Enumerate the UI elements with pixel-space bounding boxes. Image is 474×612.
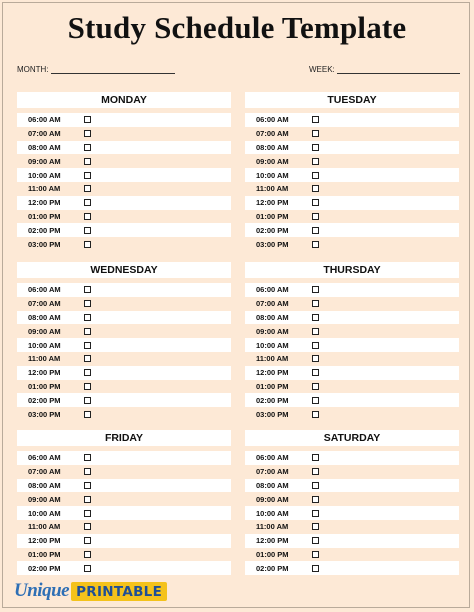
checkbox-icon[interactable] (84, 369, 91, 376)
time-label: 08:00 AM (256, 312, 289, 322)
time-slot-row (17, 168, 231, 182)
time-label: 07:00 AM (28, 467, 61, 477)
checkbox-icon[interactable] (312, 241, 319, 248)
page-title: Study Schedule Template (67, 10, 407, 45)
week-field (309, 64, 460, 74)
time-label: 02:00 PM (256, 395, 289, 405)
checkbox-icon[interactable] (84, 158, 91, 165)
time-slot-row (17, 352, 231, 366)
time-slot-row (17, 210, 231, 224)
checkbox-icon[interactable] (312, 397, 319, 404)
time-label: 07:00 AM (28, 299, 61, 309)
time-slot-row (17, 324, 231, 338)
time-label: 10:00 AM (256, 340, 289, 350)
time-label: 06:00 AM (256, 453, 289, 463)
time-label: 11:00 AM (256, 354, 289, 364)
checkbox-icon[interactable] (84, 551, 91, 558)
time-label: 11:00 AM (28, 354, 61, 364)
time-label: 12:00 PM (256, 536, 289, 546)
checkbox-icon[interactable] (84, 355, 91, 362)
checkbox-icon[interactable] (312, 369, 319, 376)
time-label: 10:00 AM (28, 340, 61, 350)
time-slot-row (245, 393, 459, 407)
time-label: 07:00 AM (256, 129, 289, 139)
checkbox-icon[interactable] (312, 144, 319, 151)
time-label: 01:00 PM (256, 211, 289, 221)
time-slot-row (17, 492, 231, 506)
checkbox-icon[interactable] (312, 172, 319, 179)
time-slot-row (245, 352, 459, 366)
week-input-line[interactable] (337, 64, 460, 74)
time-slot-row (17, 141, 231, 155)
time-label: 09:00 AM (28, 156, 61, 166)
time-slot-row (245, 548, 459, 562)
time-slot-row (245, 141, 459, 155)
day-block-wednesday (17, 262, 231, 421)
time-slot-row (17, 283, 231, 297)
time-label: 09:00 AM (256, 156, 289, 166)
checkbox-icon[interactable] (312, 565, 319, 572)
time-label: 10:00 AM (28, 170, 61, 180)
time-label: 03:00 PM (28, 409, 61, 419)
checkbox-icon[interactable] (84, 185, 91, 192)
checkbox-icon[interactable] (84, 328, 91, 335)
time-label: 09:00 AM (256, 326, 289, 336)
checkbox-icon[interactable] (84, 172, 91, 179)
time-slot-row (17, 380, 231, 394)
time-label: 12:00 PM (256, 198, 289, 208)
time-label: 08:00 AM (28, 480, 61, 490)
checkbox-icon[interactable] (312, 355, 319, 362)
time-slot-row (17, 393, 231, 407)
checkbox-icon[interactable] (84, 565, 91, 572)
time-label: 01:00 PM (28, 549, 61, 559)
checkbox-icon[interactable] (84, 383, 91, 390)
time-slot-row (245, 297, 459, 311)
time-slot-row (17, 297, 231, 311)
checkbox-icon[interactable] (312, 482, 319, 489)
day-header: SATURDAY (245, 430, 459, 446)
checkbox-icon[interactable] (312, 523, 319, 530)
time-slot-row (17, 366, 231, 380)
checkbox-icon[interactable] (312, 199, 319, 206)
checkbox-icon[interactable] (84, 300, 91, 307)
checkbox-icon[interactable] (312, 454, 319, 461)
checkbox-icon[interactable] (84, 342, 91, 349)
checkbox-icon[interactable] (84, 537, 91, 544)
checkbox-icon[interactable] (312, 116, 319, 123)
time-slot-row (245, 407, 459, 421)
time-slot-row (17, 534, 231, 548)
checkbox-icon[interactable] (84, 523, 91, 530)
time-label: 11:00 AM (28, 522, 61, 532)
time-slot-row (17, 311, 231, 325)
time-label: 11:00 AM (28, 184, 61, 194)
time-slot-row (17, 237, 231, 251)
time-slot-row (17, 196, 231, 210)
time-label: 01:00 PM (256, 549, 289, 559)
time-label: 10:00 AM (256, 508, 289, 518)
checkbox-icon[interactable] (312, 158, 319, 165)
time-label: 09:00 AM (28, 494, 61, 504)
checkbox-icon[interactable] (84, 496, 91, 503)
time-slot-row (17, 465, 231, 479)
time-slot-row (245, 237, 459, 251)
time-slot-row (17, 338, 231, 352)
time-label: 09:00 AM (256, 494, 289, 504)
checkbox-icon[interactable] (84, 199, 91, 206)
time-label: 02:00 PM (28, 395, 61, 405)
time-label: 02:00 PM (256, 225, 289, 235)
time-label: 07:00 AM (256, 299, 289, 309)
day-header: MONDAY (17, 92, 231, 108)
time-label: 12:00 PM (28, 536, 61, 546)
checkbox-icon[interactable] (312, 342, 319, 349)
time-slot-row (17, 154, 231, 168)
checkbox-icon[interactable] (312, 185, 319, 192)
checkbox-icon[interactable] (84, 227, 91, 234)
time-slot-row (245, 506, 459, 520)
checkbox-icon[interactable] (84, 397, 91, 404)
checkbox-icon[interactable] (84, 482, 91, 489)
day-header: WEDNESDAY (17, 262, 231, 278)
time-label: 08:00 AM (28, 142, 61, 152)
time-slot-row (17, 548, 231, 562)
time-slot-row (245, 561, 459, 575)
checkbox-icon[interactable] (312, 286, 319, 293)
time-slot-row (245, 465, 459, 479)
checkbox-icon[interactable] (312, 213, 319, 220)
time-slot-row (245, 182, 459, 196)
time-slot-row (17, 451, 231, 465)
time-slot-row (17, 479, 231, 493)
checkbox-icon[interactable] (84, 116, 91, 123)
week-label: WEEK: (309, 65, 335, 74)
time-label: 08:00 AM (256, 480, 289, 490)
time-label: 06:00 AM (28, 453, 61, 463)
checkbox-icon[interactable] (84, 144, 91, 151)
day-block-monday (17, 92, 231, 251)
checkbox-icon[interactable] (312, 328, 319, 335)
time-label: 07:00 AM (256, 467, 289, 477)
time-slot-row (245, 479, 459, 493)
time-slot-row (245, 283, 459, 297)
day-header: FRIDAY (17, 430, 231, 446)
time-label: 12:00 PM (28, 368, 61, 378)
day-block-tuesday (245, 92, 459, 251)
time-label: 10:00 AM (256, 170, 289, 180)
checkbox-icon[interactable] (312, 130, 319, 137)
time-slot-row (245, 127, 459, 141)
time-slot-row (245, 451, 459, 465)
checkbox-icon[interactable] (312, 537, 319, 544)
time-label: 01:00 PM (28, 381, 61, 391)
time-slot-row (245, 534, 459, 548)
time-label: 10:00 AM (28, 508, 61, 518)
time-slot-row (245, 338, 459, 352)
day-block-saturday (245, 430, 459, 575)
checkbox-icon[interactable] (312, 411, 319, 418)
time-slot-row (17, 506, 231, 520)
checkbox-icon[interactable] (84, 314, 91, 321)
checkbox-icon[interactable] (84, 510, 91, 517)
checkbox-icon[interactable] (312, 383, 319, 390)
time-slot-row (245, 168, 459, 182)
time-label: 01:00 PM (256, 381, 289, 391)
time-slot-row (17, 520, 231, 534)
time-slot-row (245, 210, 459, 224)
time-slot-row (17, 113, 231, 127)
checkbox-icon[interactable] (84, 411, 91, 418)
time-label: 12:00 PM (256, 368, 289, 378)
checkbox-icon[interactable] (312, 510, 319, 517)
time-slot-row (17, 182, 231, 196)
time-slot-row (17, 561, 231, 575)
time-label: 03:00 PM (28, 239, 61, 249)
time-label: 08:00 AM (28, 312, 61, 322)
time-label: 12:00 PM (28, 198, 61, 208)
time-label: 03:00 PM (256, 409, 289, 419)
time-slot-row (17, 407, 231, 421)
time-slot-row (245, 492, 459, 506)
logo-text-unique: Unique (14, 580, 70, 601)
time-label: 02:00 PM (28, 563, 61, 573)
time-slot-row (245, 113, 459, 127)
time-slot-row (17, 127, 231, 141)
time-label: 06:00 AM (28, 115, 61, 125)
time-label: 08:00 AM (256, 142, 289, 152)
time-label: 07:00 AM (28, 129, 61, 139)
time-slot-row (245, 520, 459, 534)
day-block-thursday (245, 262, 459, 421)
time-label: 01:00 PM (28, 211, 61, 221)
checkbox-icon[interactable] (84, 454, 91, 461)
checkbox-icon[interactable] (312, 468, 319, 475)
checkbox-icon[interactable] (84, 130, 91, 137)
checkbox-icon[interactable] (312, 314, 319, 321)
day-header: TUESDAY (245, 92, 459, 108)
time-label: 02:00 PM (256, 563, 289, 573)
logo-text-printable: PRINTABLE (71, 582, 167, 601)
time-slot-row (17, 223, 231, 237)
time-label: 06:00 AM (28, 285, 61, 295)
checkbox-icon[interactable] (312, 227, 319, 234)
time-label: 11:00 AM (256, 184, 289, 194)
time-slot-row (245, 311, 459, 325)
time-slot-row (245, 154, 459, 168)
time-label: 02:00 PM (28, 225, 61, 235)
time-label: 03:00 PM (256, 239, 289, 249)
time-slot-row (245, 196, 459, 210)
checkbox-icon[interactable] (312, 551, 319, 558)
checkbox-icon[interactable] (84, 241, 91, 248)
time-slot-row (245, 324, 459, 338)
day-header: THURSDAY (245, 262, 459, 278)
time-label: 06:00 AM (256, 115, 289, 125)
month-label: MONTH: (17, 65, 49, 74)
month-field (17, 64, 175, 74)
time-label: 11:00 AM (256, 522, 289, 532)
day-block-friday (17, 430, 231, 575)
checkbox-icon[interactable] (84, 286, 91, 293)
time-label: 09:00 AM (28, 326, 61, 336)
checkbox-icon[interactable] (312, 300, 319, 307)
time-slot-row (245, 366, 459, 380)
brand-logo (14, 580, 167, 602)
checkbox-icon[interactable] (312, 496, 319, 503)
month-input-line[interactable] (51, 64, 175, 74)
checkbox-icon[interactable] (84, 468, 91, 475)
time-slot-row (245, 380, 459, 394)
checkbox-icon[interactable] (84, 213, 91, 220)
time-slot-row (245, 223, 459, 237)
time-label: 06:00 AM (256, 285, 289, 295)
